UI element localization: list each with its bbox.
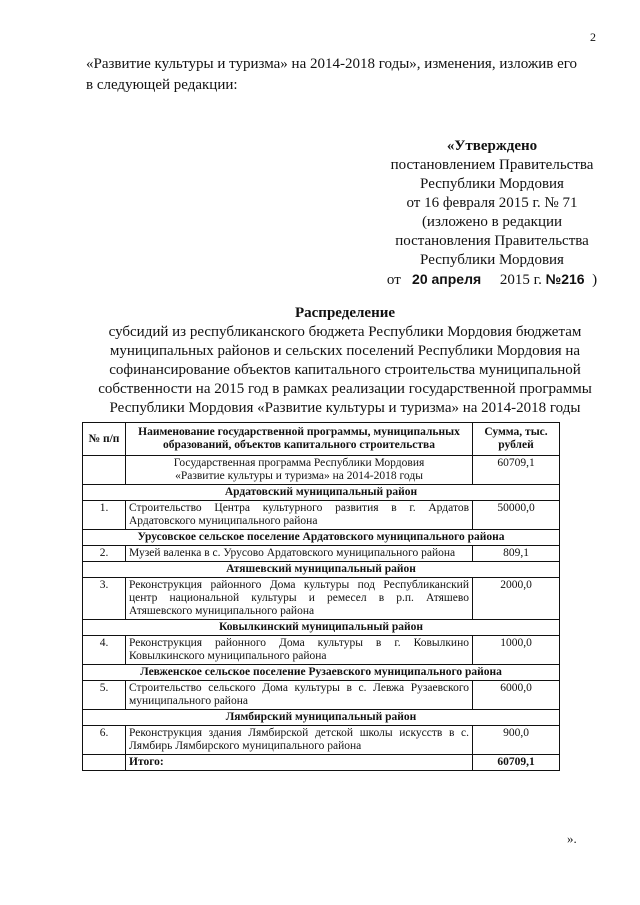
cell-num: 4. (83, 636, 126, 665)
cell-program-sum: 60709,1 (473, 456, 560, 485)
distribution-heading (80, 304, 610, 418)
approval-line: (изложено в редакции (421, 214, 563, 230)
approval-number: №216 (545, 271, 585, 287)
approval-line: Республики Мордовия (420, 252, 564, 268)
distribution-line: собственности на 2015 год в рамках реализации государственной программы (98, 381, 592, 397)
distribution-line: софинансирование объектов капитального строительства муниципальной (109, 362, 581, 378)
cell-name: Реконструкция районного Дома культуры в г. Ковылкино Ковылкинского муниципального района (126, 636, 473, 665)
table-section-row (83, 562, 560, 578)
table-row (83, 681, 560, 710)
section-title: Ардатовский муниципальный район (83, 485, 560, 501)
cell-sum: 1000,0 (473, 636, 560, 665)
cell-program-name (126, 456, 473, 485)
distribution-line: субсидий из республиканского бюджета Республики Мордовия бюджетам (108, 324, 582, 340)
cell-num: 2. (83, 546, 126, 562)
table-section-row (83, 530, 560, 546)
table-header-row (83, 423, 560, 456)
cell-num: 5. (83, 681, 126, 710)
approval-stamp-block (372, 137, 612, 290)
table-row (83, 578, 560, 620)
section-title: Левженское сельское поселение Рузаевского муниципального района (83, 665, 560, 681)
header-name: Наименование государственной программы, муниципальных образований, объектов капитального строительства (126, 423, 473, 456)
approval-line: от 16 февраля 2015 г. № 71 (406, 195, 578, 211)
approval-line: постановлением Правительства (390, 157, 594, 173)
approval-close-paren: ) (592, 272, 598, 288)
cell-sum: 6000,0 (473, 681, 560, 710)
approval-line: Республики Мордовия (420, 176, 564, 192)
approval-title: «Утверждено (446, 138, 538, 154)
approval-year: 2015 г. (499, 272, 542, 288)
cell-name: Реконструкция районного Дома культуры под Республиканский центр национальной культуры и ремесел в р.п. Атяшево Атяшевского муниципального района (126, 578, 473, 620)
cell-sum: 900,0 (473, 726, 560, 755)
cell-sum: 2000,0 (473, 578, 560, 620)
section-title: Ковылкинский муниципальный район (83, 620, 560, 636)
cell-name: Строительство сельского Дома культуры в с. Левжа Рузаевского муниципального района (126, 681, 473, 710)
table-row (83, 636, 560, 665)
table-section-row (83, 665, 560, 681)
section-title: Лямбирский муниципальный район (83, 710, 560, 726)
cell-empty (83, 456, 126, 485)
program-line: Государственная программа Республики Мордовия (173, 457, 425, 469)
distribution-line: Республики Мордовия «Развитие культуры и туризма» на 2014-2018 годы (109, 400, 581, 416)
table-section-row (83, 620, 560, 636)
table-row (83, 501, 560, 530)
table-row (83, 546, 560, 562)
total-sum: 60709,1 (473, 755, 560, 771)
approval-date-line (372, 270, 612, 290)
cell-sum: 50000,0 (473, 501, 560, 530)
cell-name: Реконструкция здания Лямбирской детской школы искусств в с. Лямбирь Лямбирского муниципального района (126, 726, 473, 755)
cell-name: Строительство Центра культурного развития в г. Ардатов Ардатовского муниципального района (126, 501, 473, 530)
approval-date-prefix: от (386, 272, 401, 288)
section-title: Атяшевский муниципальный район (83, 562, 560, 578)
intro-paragraph (86, 54, 606, 96)
closing-quote: ». (567, 831, 577, 846)
cell-name: Музей валенка в с. Урусово Ардатовского муниципального района (126, 546, 473, 562)
cell-num: 3. (83, 578, 126, 620)
distribution-line: муниципальных районов и сельских поселений Республики Мордовия на (109, 343, 581, 359)
intro-line: в следующей редакции: (86, 77, 238, 93)
program-line: «Развитие культуры и туризма» на 2014-2018 годы (175, 470, 423, 482)
cell-num: 1. (83, 501, 126, 530)
header-num: № п/п (83, 423, 126, 456)
distribution-title: Распределение (294, 305, 396, 321)
table-row-program (83, 456, 560, 485)
table-section-row (83, 485, 560, 501)
table-section-row (83, 710, 560, 726)
page-number: 2 (590, 30, 596, 44)
approval-day: 20 апреля (412, 271, 482, 287)
cell-num: 6. (83, 726, 126, 755)
total-label: Итого: (126, 755, 473, 771)
approval-line: постановления Правительства (395, 233, 589, 249)
cell-empty (83, 755, 126, 771)
subsidy-table (82, 422, 560, 771)
table-total-row (83, 755, 560, 771)
cell-sum: 809,1 (473, 546, 560, 562)
intro-line: «Развитие культуры и туризма» на 2014-2018 годы», изменения, изложив его (86, 56, 578, 72)
section-title: Урусовское сельское поселение Ардатовского муниципального района (83, 530, 560, 546)
table-row (83, 726, 560, 755)
header-sum: Сумма, тыс. рублей (473, 423, 560, 456)
